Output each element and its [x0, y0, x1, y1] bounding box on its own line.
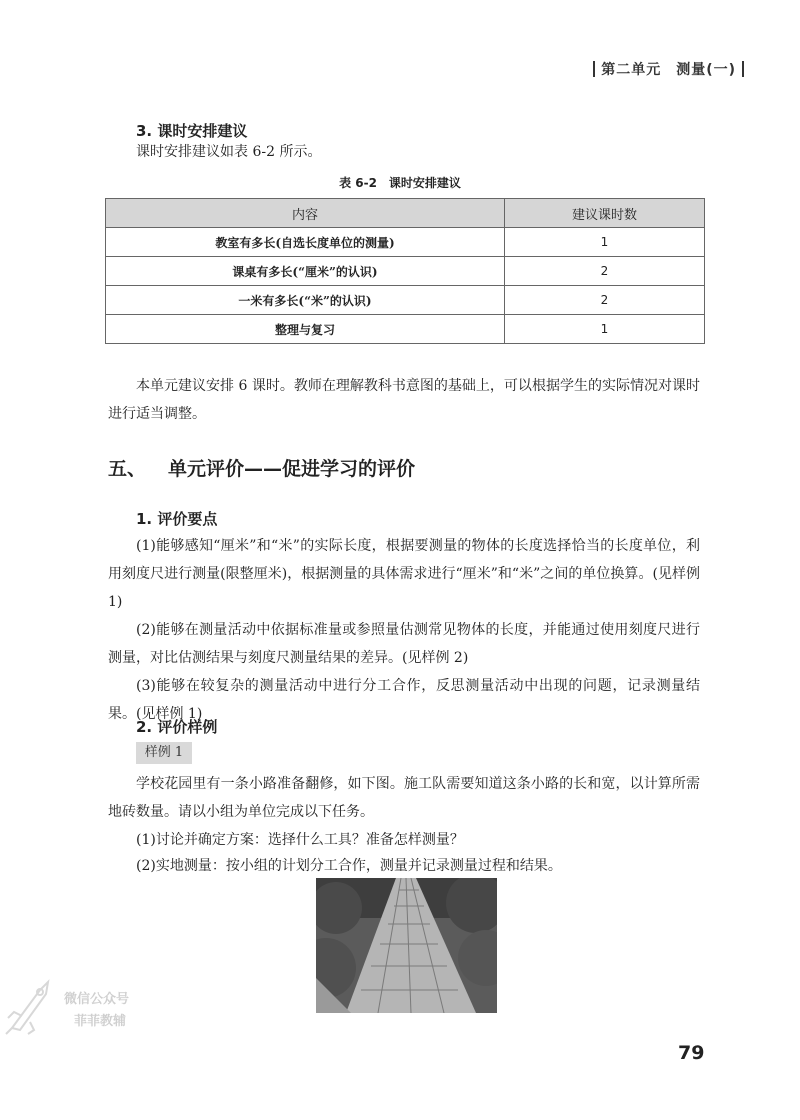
table-row	[106, 257, 705, 286]
row-content: 教室有多长(自选长度单位的测量)	[106, 228, 505, 257]
sample-task-1: (1)讨论并确定方案：选择什么工具？准备怎样测量？	[136, 832, 464, 848]
watermark-line-1: 微信公众号	[64, 992, 130, 1007]
watermark-line-2: 菲菲教辅	[74, 1014, 127, 1029]
row-hours: 1	[505, 315, 705, 344]
row-hours: 1	[505, 228, 705, 257]
watermark	[0, 970, 150, 1040]
lesson-schedule-intro: 课时安排建议如表 6-2 所示。	[136, 144, 322, 160]
header-bar-right	[742, 61, 744, 77]
table-row	[106, 286, 705, 315]
section-heading-evaluation	[108, 454, 415, 481]
row-content: 整理与复习	[106, 315, 505, 344]
sample-tag: 样例 1	[136, 742, 192, 764]
section-number: 五、	[108, 458, 147, 480]
row-content: 一米有多长(“米”的认识)	[106, 286, 505, 315]
evaluation-points-heading: 1. 评价要点	[136, 510, 218, 528]
row-content: 课桌有多长(“厘米”的认识)	[106, 257, 505, 286]
section-title: 单元评价——促进学习的评价	[168, 458, 416, 480]
evaluation-point-1: (1)能够感知“厘米”和“米”的实际长度，根据要测量的物体的长度选择恰当的长度单位，利用刻度尺进行测量(限整厘米)，根据测量的具体需求进行“厘米”和“米”之间的单位换算。(见样例 1)	[108, 538, 700, 610]
table-row	[106, 315, 705, 344]
lesson-note-paragraph: 本单元建议安排 6 课时。教师在理解教科书意图的基础上，可以根据学生的实际情况对课时进行适当调整。	[108, 378, 700, 422]
table-row	[106, 228, 705, 257]
garden-path-illustration	[316, 878, 497, 1013]
table-header-row	[106, 199, 705, 228]
row-hours: 2	[505, 257, 705, 286]
row-hours: 2	[505, 286, 705, 315]
garden-path-photo	[316, 878, 497, 1013]
table-caption: 表 6-2 课时安排建议	[339, 176, 461, 190]
running-title: 第二单元 测量(一)	[601, 62, 736, 78]
column-header-hours: 建议课时数	[505, 199, 705, 228]
sample-description: 学校花园里有一条小路准备翻修，如下图。施工队需要知道这条小路的长和宽，以计算所需地砖数量。请以小组为单位完成以下任务。	[108, 776, 700, 820]
lesson-schedule-heading: 3. 课时安排建议	[136, 122, 248, 140]
running-header	[587, 59, 750, 79]
evaluation-point-3: (3)能够在较复杂的测量活动中进行分工合作，反思测量活动中出现的问题，记录测量结果。(见样例 1)	[108, 678, 700, 722]
sample-task-2: (2)实地测量：按小组的计划分工合作，测量并记录测量过程和结果。	[136, 858, 562, 874]
watermark-rocket-icon	[0, 970, 60, 1040]
evaluation-samples-heading: 2. 评价样例	[136, 718, 218, 736]
header-bar-left	[593, 61, 595, 77]
column-header-content: 内容	[106, 199, 505, 228]
page-number: 79	[678, 1042, 705, 1064]
evaluation-point-2: (2)能够在测量活动中依据标准量或参照量估测常见物体的长度，并能通过使用刻度尺进行测量，对比估测结果与刻度尺测量结果的差异。(见样例 2)	[108, 622, 700, 666]
lesson-schedule-table	[105, 198, 705, 344]
